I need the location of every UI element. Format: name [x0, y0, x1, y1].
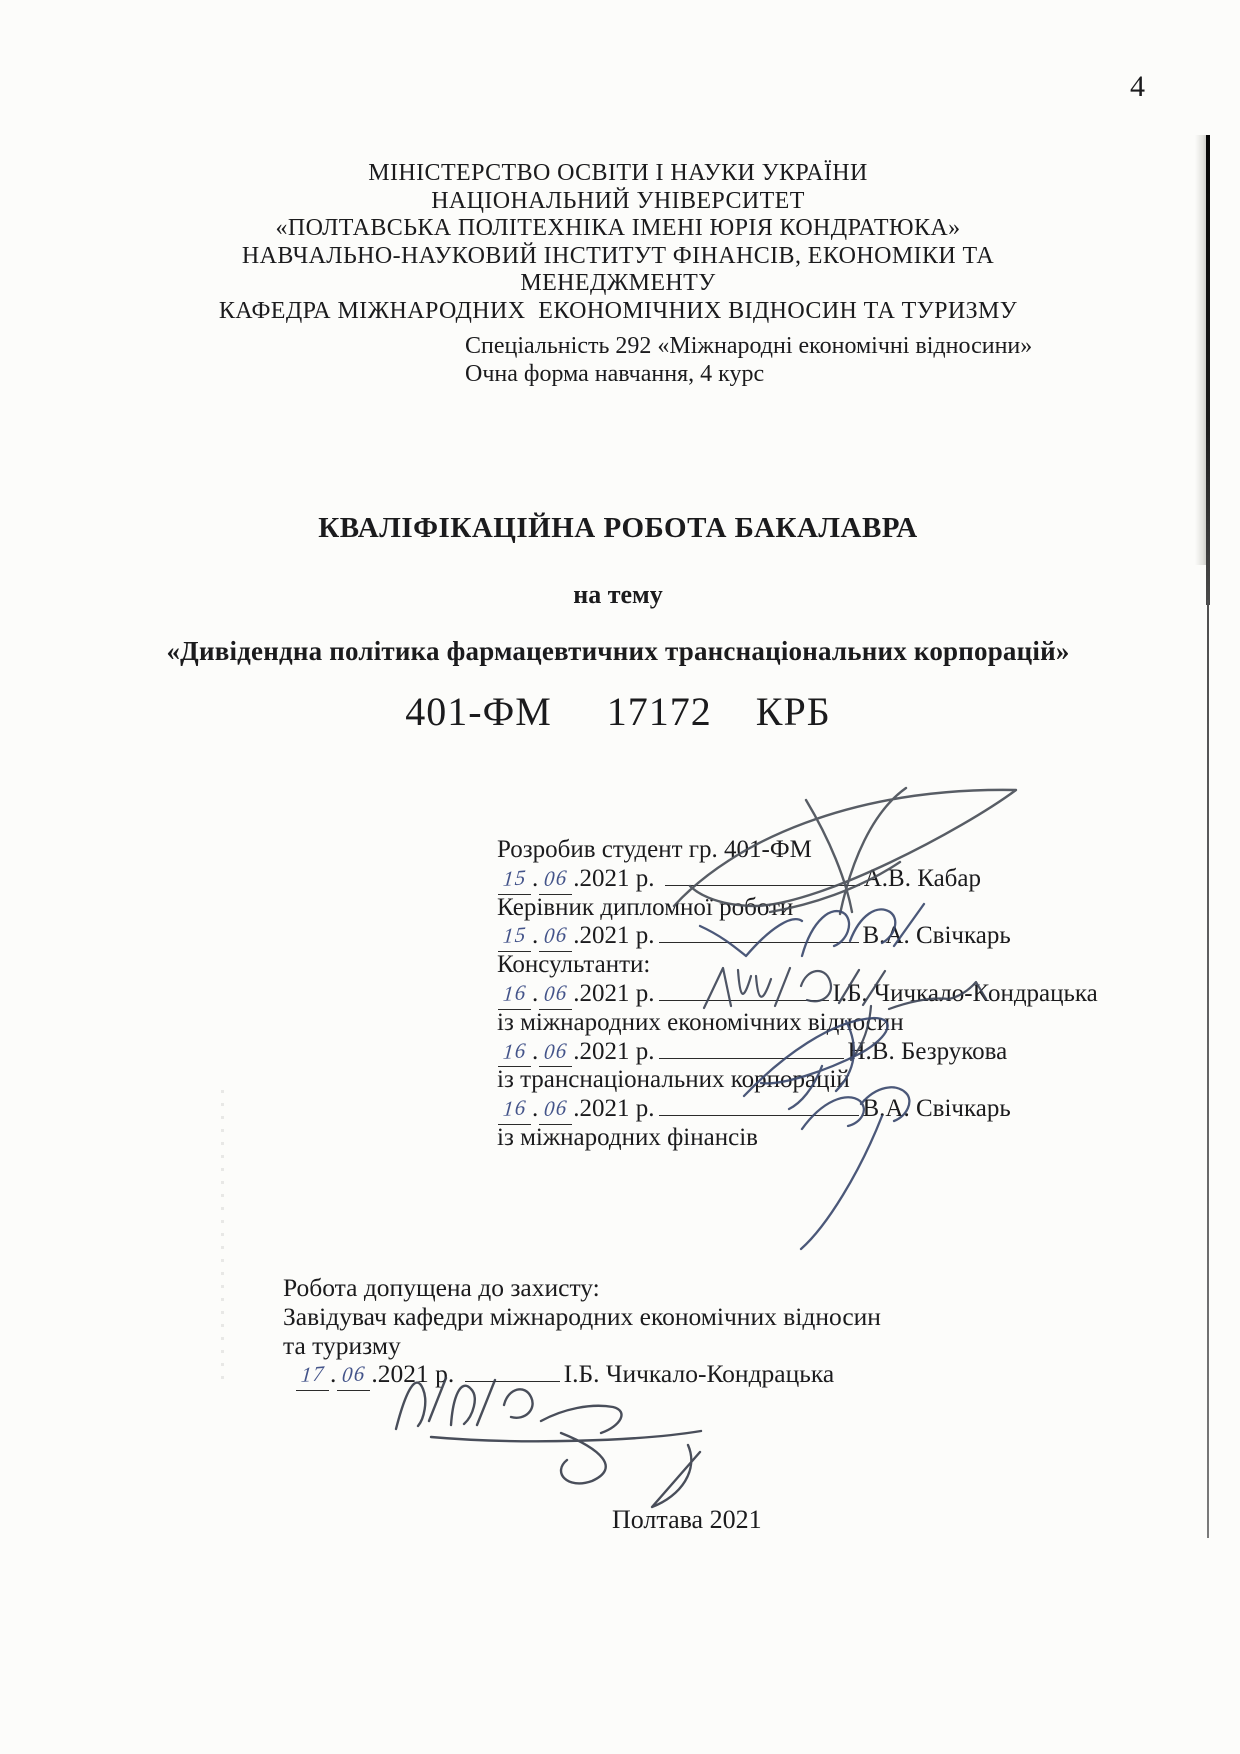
handwritten-day: 15: [501, 922, 528, 949]
month-underline: [539, 980, 572, 1010]
consultant3-name: В.А. Свічкарь: [862, 1095, 1011, 1123]
signatures-block: [497, 836, 1117, 1153]
specialty-block: [465, 332, 1032, 388]
developer-name: А.В. Кабар: [863, 864, 981, 892]
handwritten-month: 06: [542, 922, 569, 949]
consultants-label: Консультанти:: [497, 951, 651, 979]
work-type-title: КВАЛІФІКАЦІЙНА РОБОТА БАКАЛАВРА: [318, 512, 918, 544]
supervisor-label: Керівник дипломної роботи: [497, 893, 794, 921]
signature-line: [659, 922, 859, 943]
handwritten-month: 06: [542, 1037, 569, 1064]
page-number: 4: [1130, 70, 1145, 103]
admission-line-3: та туризму: [283, 1330, 401, 1360]
developer-date-line: [497, 865, 1117, 894]
handwritten-month: 06: [542, 864, 569, 891]
year-text: .2021 р.: [573, 979, 655, 1007]
supervisor-name: В.А. Свічкарь: [862, 922, 1011, 950]
handwritten-day: 17: [299, 1361, 326, 1388]
day-underline: [498, 1038, 531, 1068]
header-line-ministry: МІНІСТЕРСТВО ОСВІТИ І НАУКИ УКРАЇНИ: [368, 160, 868, 186]
handwritten-day: 16: [501, 1037, 528, 1064]
scan-edge-line-faint: [1207, 600, 1209, 1538]
year-text: .2021 р.: [573, 1095, 655, 1123]
consultant3-date-line: [497, 1095, 1117, 1124]
header-line-department: КАФЕДРА МІЖНАРОДНИХ ЕКОНОМІЧНИХ ВІДНОСИН ТА ТУРИЗМУ: [218, 297, 1018, 324]
dot: .: [330, 1359, 337, 1389]
dot: .: [532, 1095, 539, 1123]
signature-line: [465, 1361, 560, 1382]
month-underline: [539, 1038, 572, 1068]
month-underline: [539, 1095, 572, 1125]
day-underline: [498, 1095, 531, 1125]
admission-line-1: Робота допущена до захисту:: [283, 1273, 600, 1302]
month-underline: [539, 865, 572, 895]
signature-chychkalo-2: [396, 1378, 701, 1507]
scan-edge-line-dark: [1206, 135, 1210, 605]
consultant3-subject: із міжнародних фінансів: [497, 1123, 758, 1151]
header-line-polytechnic: «ПОЛТАВСЬКА ПОЛІТЕХНІКА ІМЕНІ ЮРІЯ КОНДРАТЮКА»: [275, 215, 961, 242]
consultant2-date-line: [497, 1038, 1117, 1067]
handwritten-month: 06: [340, 1361, 367, 1388]
consultant1-name: І.Б. Чичкало-Кондрацька: [832, 979, 1098, 1007]
consultant2-name: Н.В. Безрукова: [847, 1037, 1008, 1065]
day-underline: [498, 865, 531, 895]
university-header: [0, 160, 1236, 326]
year-text: .2021 р.: [573, 1037, 655, 1065]
thesis-topic: «Дивідендна політика фармацевтичних транснаціональних корпорацій»: [166, 636, 1070, 666]
signature-line: [659, 1038, 844, 1059]
specialty-line: Спеціальність 292 «Міжнародні економічні відносини»: [465, 333, 1033, 359]
study-form-line: Очна форма навчання, 4 курс: [465, 361, 765, 387]
supervisor-date-line: [497, 922, 1117, 951]
header-line-institute-2: МЕНЕДЖМЕНТУ: [520, 270, 716, 297]
on-topic-label: на тему: [573, 580, 663, 609]
dot: .: [532, 922, 539, 950]
work-code: 401-ФМ 17172 КРБ: [405, 689, 831, 734]
year-text: .2021 р.: [573, 922, 655, 950]
year-text: .2021 р.: [573, 864, 661, 892]
admission-block: [283, 1274, 1183, 1389]
header-line-institute-1: НАВЧАЛЬНО-НАУКОВИЙ ІНСТИТУТ ФІНАНСІВ, ЕКОНОМІКИ ТА: [241, 242, 995, 269]
header-line-university: НАЦІОНАЛЬНИЙ УНІВЕРСИТЕТ: [431, 187, 805, 214]
dot: .: [532, 979, 539, 1007]
month-underline: [337, 1360, 370, 1391]
handwritten-day: 15: [501, 864, 528, 891]
month-underline: [539, 922, 572, 952]
day-underline: [498, 980, 531, 1010]
dot: .: [532, 1037, 539, 1065]
scan-edge-highlight: [1195, 135, 1206, 565]
head-of-department-name: І.Б. Чичкало-Кондрацька: [563, 1359, 835, 1389]
consultant1-date-line: [497, 980, 1117, 1009]
signature-line: [659, 1095, 859, 1116]
day-underline: [296, 1360, 329, 1391]
admission-line-2: Завідувач кафедри міжнародних економічних відносин: [283, 1301, 881, 1331]
signature-line: [659, 980, 829, 1001]
handwritten-day: 16: [501, 979, 528, 1007]
scan-left-speckle: [221, 1090, 224, 1380]
dot: .: [532, 864, 539, 892]
handwritten-month: 06: [542, 979, 569, 1007]
day-underline: [498, 922, 531, 952]
handwritten-day: 16: [501, 1094, 528, 1122]
consultant2-subject: із транснаціональних корпорацій: [497, 1066, 850, 1094]
signature-line: [665, 865, 860, 886]
admission-date-line: [283, 1360, 1183, 1389]
handwritten-month: 06: [542, 1094, 569, 1122]
consultant1-subject: із міжнародних економічних відносин: [497, 1008, 904, 1036]
city-year-footer: Полтава 2021: [612, 1505, 762, 1534]
year-text: .2021 р.: [371, 1359, 461, 1389]
developer-label: Розробив студент гр. 401-ФМ: [497, 836, 812, 863]
